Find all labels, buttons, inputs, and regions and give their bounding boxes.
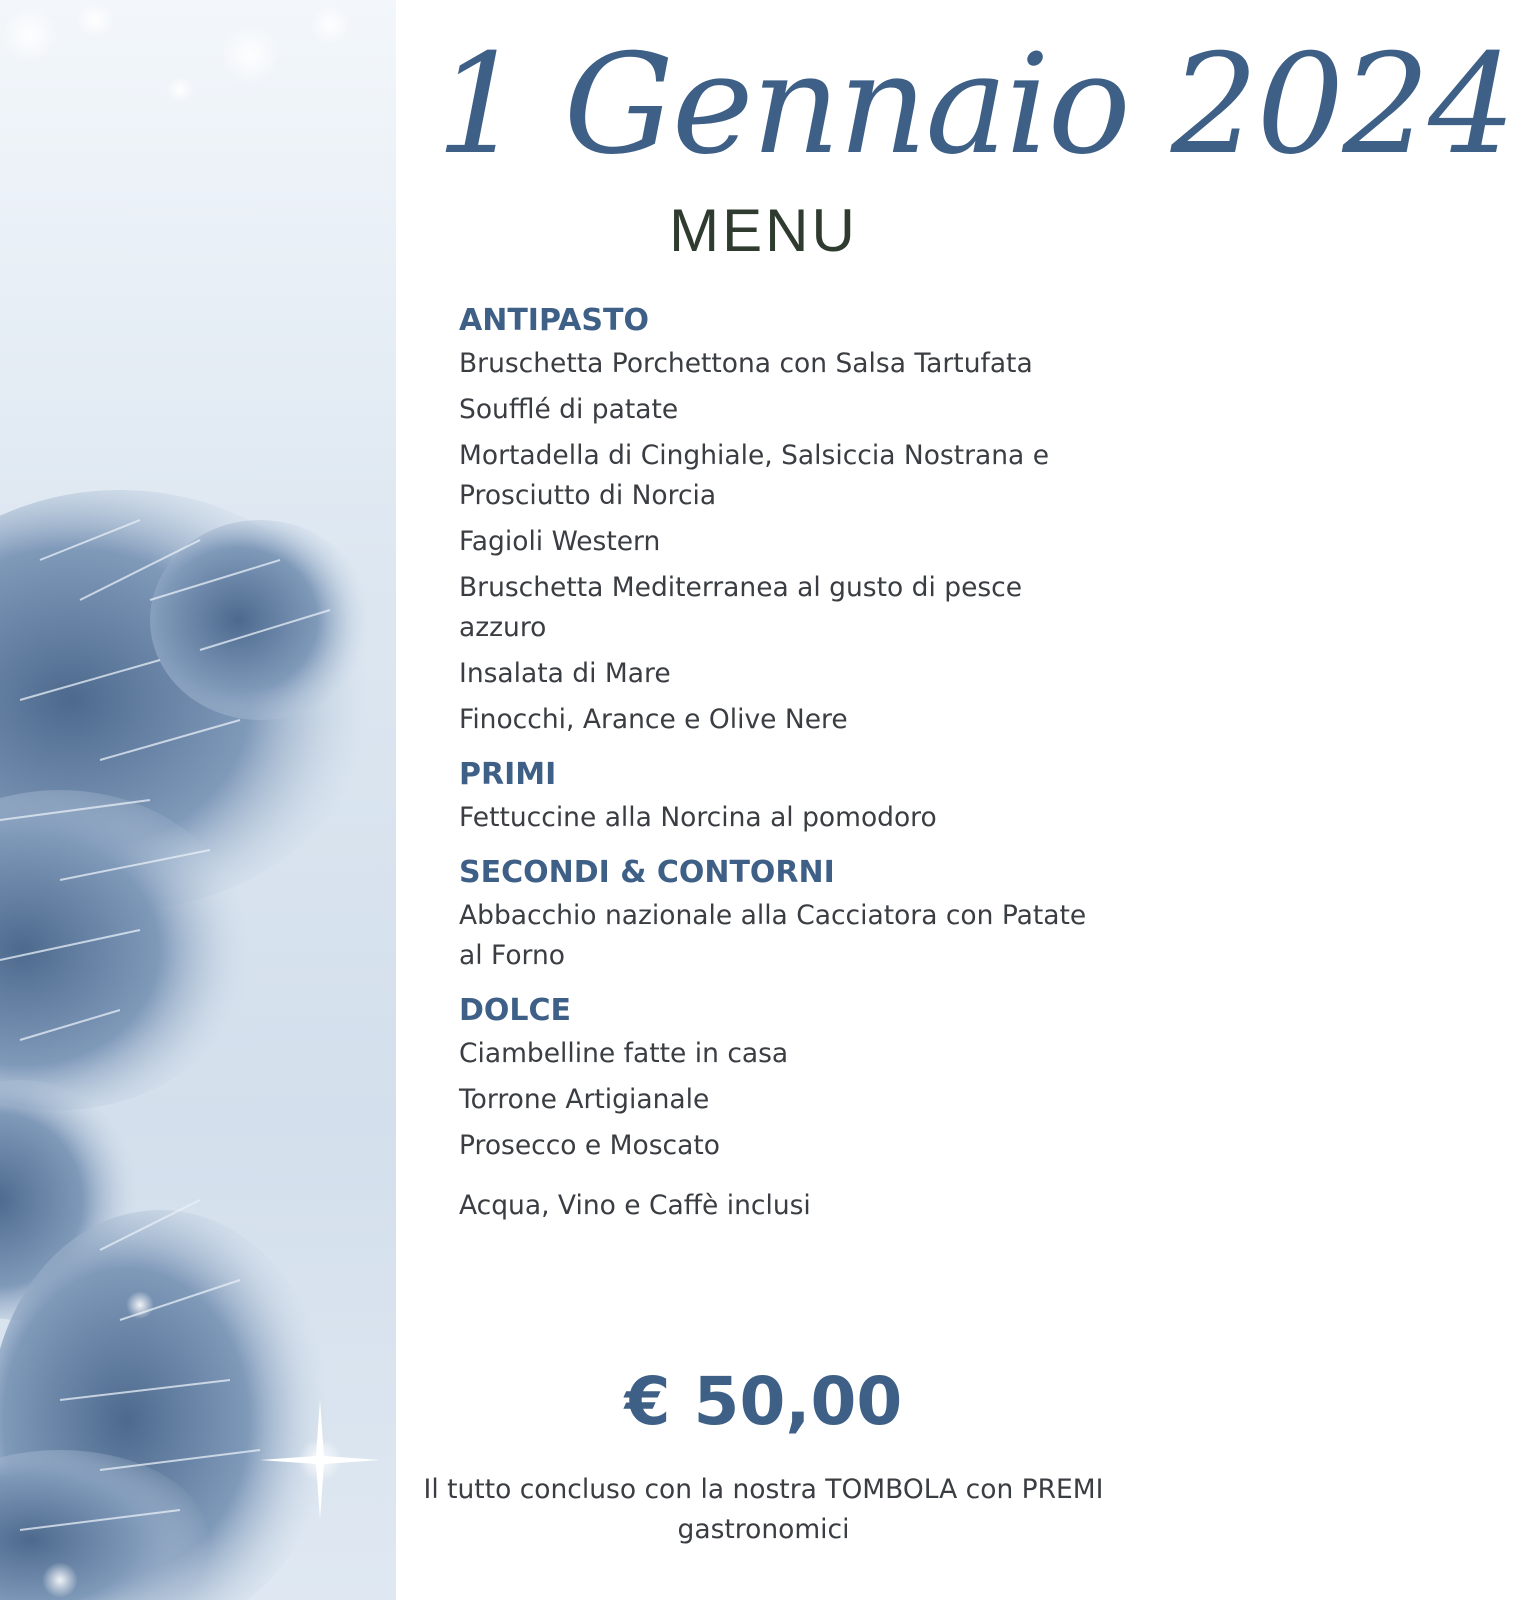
section-dolce — [459, 988, 1109, 1166]
footer-note: Il tutto concluso con la nostra TOMBOLA con PREMI gastronomici — [423, 1474, 1104, 1545]
menu-item: Prosecco e Moscato — [459, 1130, 720, 1161]
menu-item: Ciambelline fatte in casa — [459, 1038, 789, 1069]
section-title: ANTIPASTO — [459, 303, 649, 338]
menu-item: Fettuccine alla Norcina al pomodoro — [459, 802, 937, 833]
section-title: SECONDI & CONTORNI — [459, 855, 835, 890]
menu-item: Bruschetta Porchettona con Salsa Tartufata — [459, 348, 1033, 379]
menu-heading: MENU — [669, 197, 858, 264]
menu-item: Soufflé di patate — [459, 394, 679, 425]
date-title: 1 Gennaio 2024 — [436, 24, 1514, 185]
included-note: Acqua, Vino e Caffè inclusi — [459, 1190, 811, 1221]
menu-panel — [396, 0, 1514, 1600]
menu-item: Torrone Artigianale — [459, 1084, 710, 1115]
menu-item: Mortadella di Cinghiale, Salsiccia Nostrana e Prosciutto di Norcia — [459, 440, 1050, 511]
menu-item: Finocchi, Arance e Olive Nere — [459, 704, 848, 735]
menu-item: Abbacchio nazionale alla Cacciatora con Patate al Forno — [459, 900, 1087, 971]
menu-item: Insalata di Mare — [459, 658, 671, 689]
section-primi — [459, 752, 1109, 838]
menu-item: Bruschetta Mediterranea al gusto di pesce azzuro — [459, 572, 1023, 643]
section-title: DOLCE — [459, 993, 572, 1028]
menu-content — [459, 298, 1109, 1253]
price: € 50,00 — [624, 1363, 903, 1440]
menu-item: Fagioli Western — [459, 526, 661, 557]
frosted-pine-illustration — [0, 0, 396, 1600]
section-secondi-contorni — [459, 850, 1109, 976]
frosted-pine-image — [0, 0, 396, 1600]
section-title: PRIMI — [459, 757, 557, 792]
section-antipasto — [459, 298, 1109, 740]
